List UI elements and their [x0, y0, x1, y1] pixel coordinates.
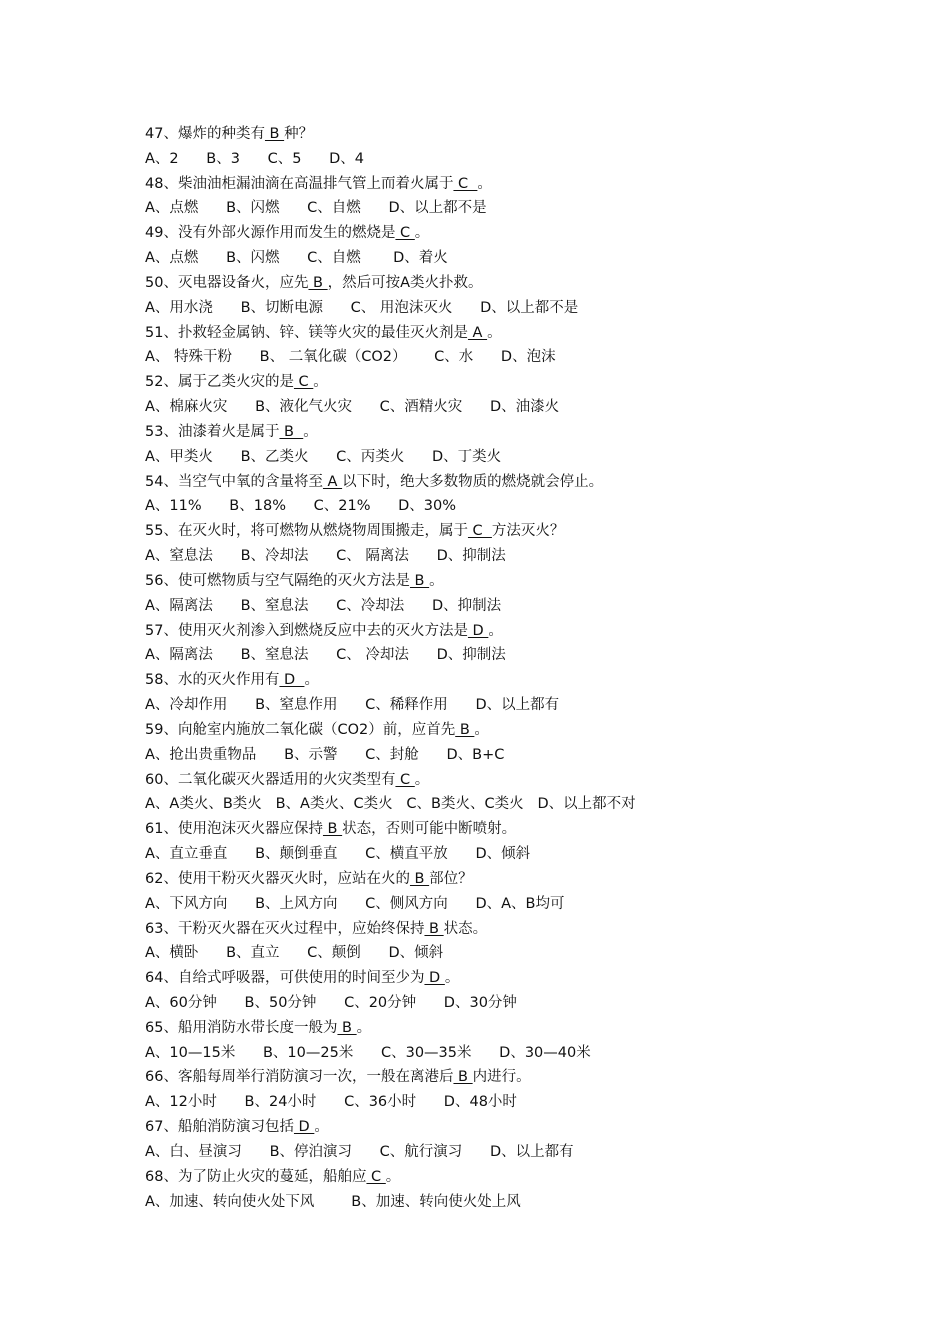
question-text: 49、没有外部火源作用而发生的燃烧是: [145, 225, 396, 242]
options-63: A、横卧 B、直立 C、颠倒 D、倾斜: [145, 945, 444, 962]
question-57: [145, 619, 865, 644]
answer-blank: C: [293, 374, 314, 391]
answer-blank: C: [395, 771, 415, 788]
question-text: 48、柴油油柜漏油滴在高温排气管上而着火属于: [145, 175, 454, 192]
question-48: [145, 172, 865, 197]
options-51: A、 特殊干粉 B、 二氧化碳（CO2） C、水 D、泡沫: [145, 349, 556, 366]
question-66: [145, 1065, 865, 1090]
answer-blank: B: [409, 572, 430, 589]
answer-blank: B: [337, 1019, 357, 1036]
options-55: A、窒息法 B、冷却法 C、 隔离法 D、抑制法: [145, 548, 506, 565]
question-text: 56、使可燃物质与空气隔绝的灭火方法是: [145, 572, 410, 589]
question-text: 50、灭电器设备火，应先: [145, 274, 309, 291]
question-text: 65、船用消防水带长度一般为: [145, 1019, 338, 1036]
question-text: 61、使用泡沫灭火器应保持: [145, 821, 323, 838]
question-61: [145, 817, 865, 842]
question-67: [145, 1115, 865, 1140]
question-text: 67、船舶消防演习包括: [145, 1119, 294, 1136]
question-list: [145, 122, 865, 1214]
question-suffix: 以下时，绝大多数物质的燃烧就会停止。: [342, 473, 604, 490]
question-suffix: 。: [314, 1119, 329, 1136]
question-suffix: 。: [385, 1168, 401, 1185]
question-54: [145, 470, 865, 495]
question-text: 57、使用灭火剂渗入到燃烧反应中去的灭火方法是: [145, 622, 468, 639]
answer-blank: C: [467, 523, 492, 540]
question-62: [145, 867, 865, 892]
question-suffix: ，然后可按A类火扑救。: [327, 274, 483, 291]
question-text: 60、二氧化碳灭火器适用的火灾类型有: [145, 771, 396, 788]
answer-blank: B: [455, 721, 475, 738]
question-suffix: 状态，否则可能中断喷射。: [342, 821, 517, 838]
options-61: A、直立垂直 B、颠倒垂直 C、横直平放 D、倾斜: [145, 846, 531, 863]
question-text: 64、自给式呼吸器，可供使用的时间至少为: [145, 970, 425, 987]
question-53: [145, 420, 865, 445]
options-57: A、隔离法 B、窒息法 C、 冷却法 D、抑制法: [145, 647, 506, 664]
question-56: [145, 569, 865, 594]
answer-blank: D: [279, 672, 305, 689]
question-suffix: 。: [356, 1019, 372, 1036]
answer-blank: D: [424, 970, 445, 987]
answer-blank: C: [395, 225, 415, 242]
options-66: A、12小时 B、24小时 C、36小时 D、48小时: [145, 1094, 517, 1111]
options-58: A、冷却作用 B、窒息作用 C、稀释作用 D、以上都有: [145, 697, 560, 714]
answer-blank: B: [322, 821, 343, 838]
answer-blank: B: [424, 920, 444, 937]
answer-blank: D: [467, 622, 489, 639]
question-text: 52、属于乙类火灾的是: [145, 374, 294, 391]
options-54: A、11% B、18% C、21% D、30%: [145, 498, 457, 515]
options-64: A、60分钟 B、50分钟 C、20分钟 D、30分钟: [145, 994, 517, 1011]
question-52: [145, 370, 865, 395]
options-49: A、点燃 B、闪燃 C、自燃 D、着火: [145, 250, 448, 267]
question-55: [145, 519, 865, 544]
question-suffix: 种？: [284, 126, 314, 142]
question-text: 66、客船每周举行消防演习一次，一般在离港后: [145, 1069, 454, 1086]
question-suffix: 部位？: [429, 870, 473, 887]
question-text: 54、当空气中氧的含量将至: [145, 473, 323, 490]
answer-blank: B: [453, 1069, 473, 1086]
answer-blank: B: [409, 870, 430, 887]
question-suffix: 。: [414, 225, 430, 242]
question-text: 55、在灭火时，将可燃物从燃烧物周围搬走，属于: [145, 523, 468, 540]
question-suffix: 。: [313, 374, 328, 391]
question-51: [145, 321, 865, 346]
question-68: [145, 1165, 865, 1190]
question-47: [145, 122, 865, 147]
options-52: A、棉麻火灾 B、液化气火灾 C、酒精火灾 D、油漆火: [145, 399, 560, 416]
question-60: [145, 768, 865, 793]
question-text: 68、为了防止火灾的蔓延，船舶应: [145, 1168, 367, 1185]
question-suffix: 。: [487, 324, 502, 341]
options-62: A、下风方向 B、上风方向 C、侧风方向 D、A、B均可: [145, 895, 565, 912]
options-50: A、用水浇 B、切断电源 C、 用泡沫灭火 D、以上都不是: [145, 299, 579, 316]
question-suffix: 方法灭火？: [491, 523, 565, 540]
answer-blank: B: [264, 126, 285, 142]
answer-blank: A: [322, 473, 343, 490]
options-67: A、白、昼演习 B、停泊演习 C、航行演习 D、以上都有: [145, 1143, 574, 1160]
question-text: 62、使用干粉灭火器灭火时，应站在火的: [145, 870, 410, 887]
question-suffix: 内进行。: [472, 1069, 531, 1086]
question-63: [145, 917, 865, 942]
question-text: 47、爆炸的种类有: [145, 126, 265, 142]
answer-blank: C: [453, 175, 478, 192]
question-50: [145, 271, 865, 296]
answer-blank: B: [279, 423, 304, 440]
question-suffix: 。: [304, 672, 319, 689]
question-text: 51、扑救轻金属钠、锌、镁等火灾的最佳灭火剂是: [145, 324, 468, 341]
question-text: 59、向舱室内施放二氧化碳（CO2）前，应首先: [145, 721, 456, 738]
question-suffix: 状态。: [443, 920, 488, 937]
answer-blank: C: [366, 1168, 386, 1185]
question-suffix: 。: [303, 423, 318, 440]
options-59: A、抢出贵重物品 B、示警 C、封舱 D、B+C: [145, 746, 505, 763]
question-suffix: 。: [444, 970, 460, 987]
answer-blank: A: [467, 324, 488, 341]
question-suffix: 。: [488, 622, 503, 639]
question-59: [145, 718, 865, 743]
options-60: A、A类火、B类火 B、A类火、C类火 C、B类火、C类火 D、以上都不对: [145, 796, 636, 813]
options-68: A、加速、转向使火处下风 B、加速、转向使火处上风: [145, 1193, 521, 1210]
options-47: A、2 B、3 C、5 D、4: [145, 150, 365, 167]
question-suffix: 。: [474, 721, 489, 738]
options-56: A、隔离法 B、窒息法 C、冷却法 D、抑制法: [145, 597, 502, 614]
question-49: [145, 221, 865, 246]
question-58: [145, 668, 865, 693]
options-48: A、点燃 B、闪燃 C、自燃 D、以上都不是: [145, 200, 487, 217]
answer-blank: B: [308, 274, 328, 291]
question-text: 58、水的灭火作用有: [145, 672, 280, 689]
options-53: A、甲类火 B、乙类火 C、丙类火 D、丁类火: [145, 448, 502, 465]
answer-blank: D: [293, 1119, 315, 1136]
question-suffix: 。: [477, 175, 492, 192]
question-text: 53、油漆着火是属于: [145, 423, 280, 440]
question-65: [145, 1016, 865, 1041]
question-suffix: 。: [414, 771, 430, 788]
question-text: 63、干粉灭火器在灭火过程中，应始终保持: [145, 920, 425, 937]
options-65: A、10—15米 B、10—25米 C、30—35米 D、30—40米: [145, 1044, 591, 1061]
question-suffix: 。: [429, 572, 444, 589]
question-64: [145, 966, 865, 991]
